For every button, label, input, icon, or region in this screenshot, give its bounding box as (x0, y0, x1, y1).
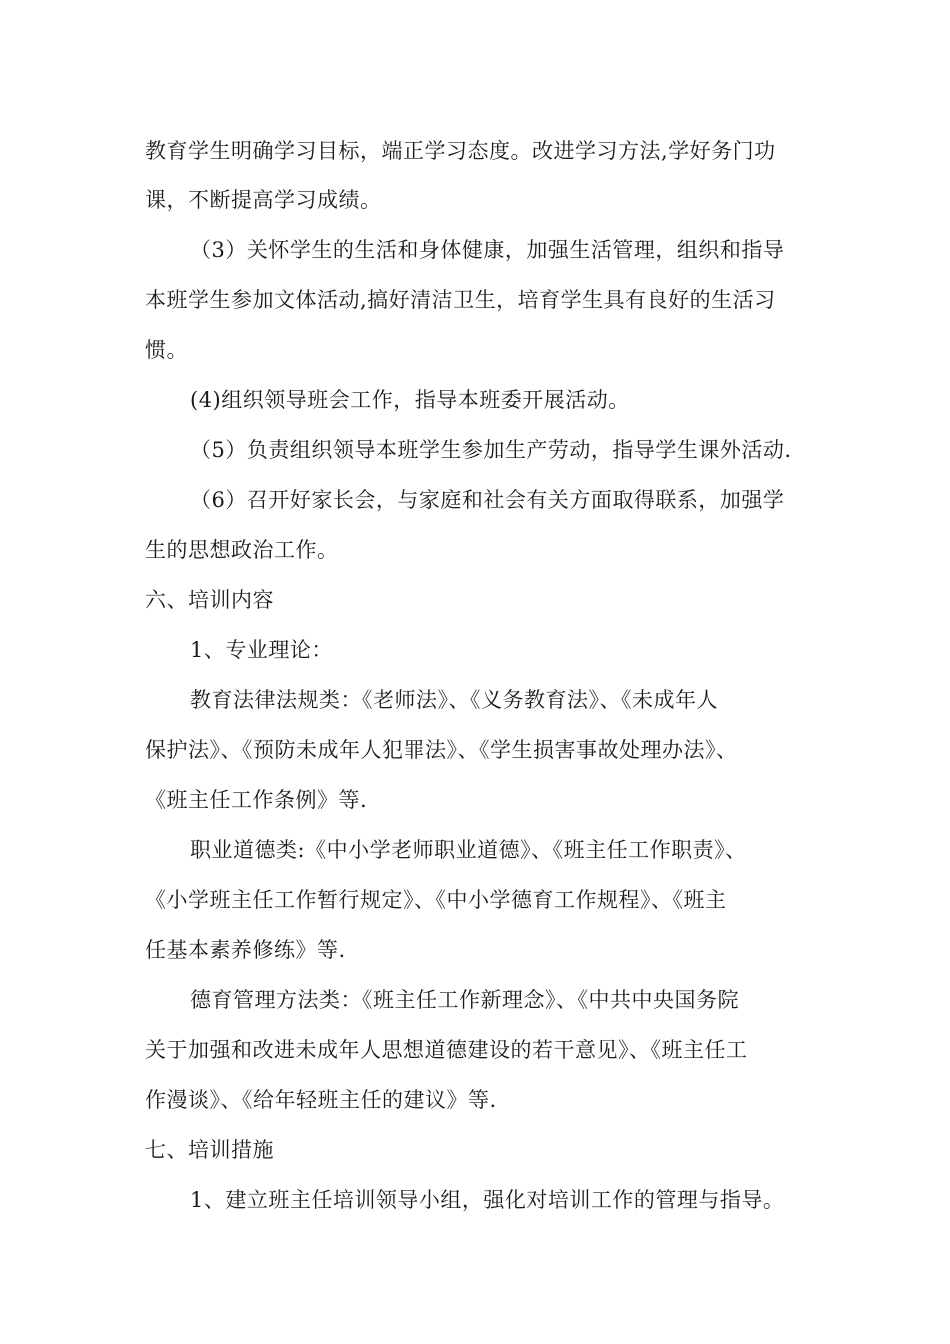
body-text-line: 职业道德类:《中小学老师职业道德》、《班主任工作职责》、 (190, 838, 747, 862)
subsection-heading-1: 1、专业理论： (190, 638, 333, 662)
body-text-line: 作漫谈》、《给年轻班主任的建议》等. (145, 1088, 497, 1112)
body-text-line: 1、建立班主任培训领导小组，强化对培训工作的管理与指导。 (190, 1188, 785, 1212)
body-text-line: 德育管理方法类：《班主任工作新理念》、《中共中央国务院 (190, 988, 739, 1012)
body-text-line: 关于加强和改进未成年人思想道德建设的若干意见》、《班主任工 (145, 1038, 748, 1062)
body-text-line: 课，不断提高学习成绩。 (145, 188, 382, 212)
list-item-5: （5）负责组织领导本班学生参加生产劳动，指导学生课外活动. (190, 438, 792, 462)
body-text-line: 本班学生参加文体活动,搞好清洁卫生，培育学生具有良好的生活习 (145, 288, 776, 312)
section-heading-6: 六、培训内容 (145, 588, 274, 612)
body-text-line: 《班主任工作条例》等. (145, 788, 368, 812)
body-text-line: 生的思想政治工作。 (145, 538, 339, 562)
list-item-6: （6）召开好家长会，与家庭和社会有关方面取得联系，加强学 (190, 488, 785, 512)
body-text-line: 任基本素养修练》等. (145, 938, 346, 962)
body-text-line: 《小学班主任工作暂行规定》、《中小学德育工作规程》、《班主 (145, 888, 727, 912)
body-text-line: 教育学生明确学习目标，端正学习态度。改进学习方法,学好务门功 (145, 139, 776, 163)
list-item-3: （3）关怀学生的生活和身体健康，加强生活管理，组织和指导 (190, 238, 785, 262)
list-item-4: (4)组织领导班会工作，指导本班委开展活动。 (190, 388, 630, 412)
body-text-line: 惯。 (145, 338, 188, 362)
section-heading-7: 七、培训措施 (145, 1138, 274, 1162)
body-text-line: 保护法》、《预防未成年人犯罪法》、《学生损害事故处理办法》、 (145, 738, 738, 762)
body-text-line: 教育法律法规类：《老师法》、《义务教育法》、《未成年人 (190, 688, 718, 712)
